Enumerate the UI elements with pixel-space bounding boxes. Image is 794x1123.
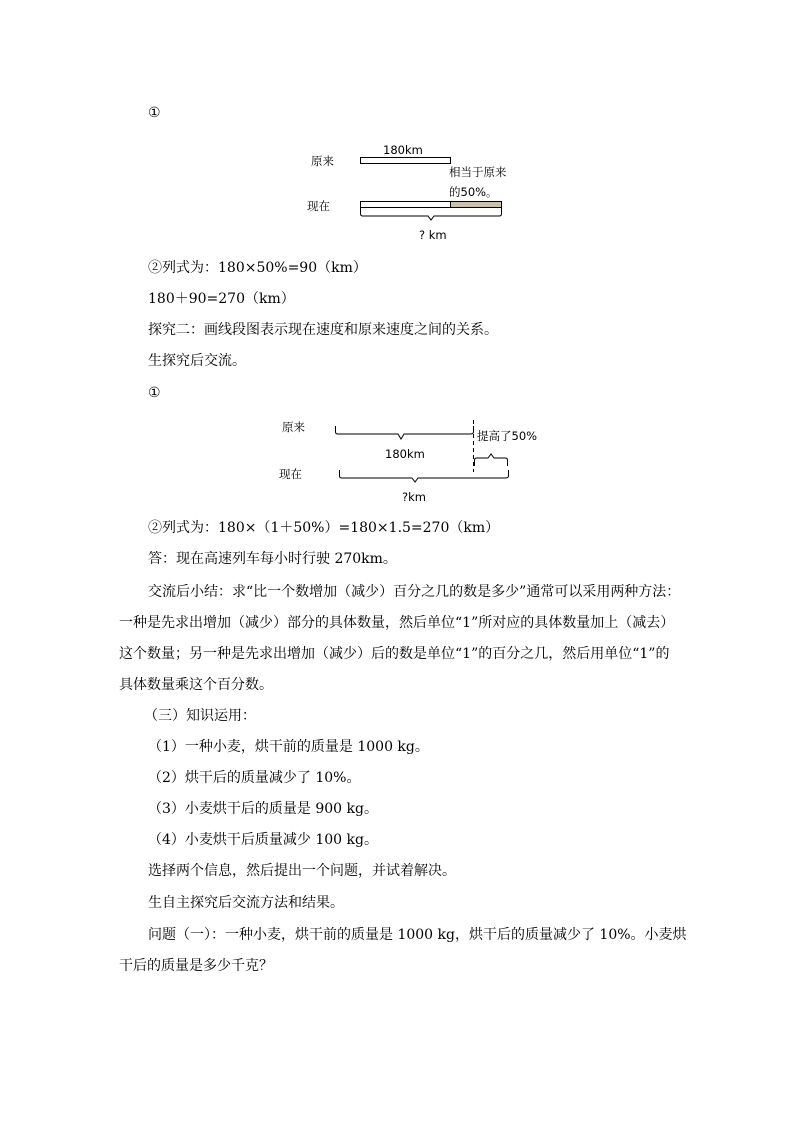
diagram-2-bottom-length: ?km: [402, 490, 426, 504]
formula-1: ②列式为：180×50%=90（km）: [148, 260, 367, 276]
diagram-1-label-now: 现在: [307, 199, 330, 213]
instruction: 选择两个信息，然后提出一个问题，并试着解决。: [148, 863, 456, 879]
info-item-1: （1）一种小麦，烘干前的质量是 1000 kg。: [148, 739, 429, 755]
diagram-1-note-line1: 相当于原来: [449, 165, 507, 179]
application-activity: 生自主探究后交流方法和结果。: [148, 895, 344, 911]
answer: 答：现在高速列车每小时行驶 270km。: [148, 551, 397, 567]
diagram-1-top-length: 180km: [383, 143, 423, 157]
diagram-2-increase-note: 提高了50%: [477, 429, 538, 443]
summary-line-1: 交流后小结：求“比一个数增加（减少）百分之几的数是多少”通常可以采用两种方法：: [148, 584, 681, 600]
diagram-2-top-length: 180km: [385, 447, 425, 461]
diagram-2-label-now: 现在: [279, 467, 302, 481]
summary-line-2: 一种是先求出增加（减少）部分的具体数量，然后单位“1”所对应的具体数量加上（减去）: [119, 615, 675, 631]
question-line-1: 问题（一）：一种小麦，烘干前的质量是 1000 kg，烘干后的质量减少了 10%。小麦烘: [148, 927, 687, 943]
section-2-heading: 探究二：画线段图表示现在速度和原来速度之间的关系。: [148, 322, 498, 338]
info-item-4: （4）小麦烘干后质量减少 100 kg。: [148, 832, 378, 848]
diagram-2-now-brace: [340, 470, 509, 482]
diagram-1-bottom-length: ? km: [419, 228, 447, 242]
info-item-3: （3）小麦烘干后的质量是 900 kg。: [148, 801, 378, 817]
question-line-2: 干后的质量是多少千克？: [119, 958, 273, 974]
diagram-2-original-brace: [336, 426, 474, 439]
diagram-1-note-line2: 的50%。: [449, 185, 498, 199]
application-heading: （三）知识运用：: [144, 708, 256, 724]
section-2-activity: 生探究后交流。: [148, 353, 246, 369]
diagram-1-label-original: 原来: [311, 154, 334, 168]
diagram-2-label-original: 原来: [282, 420, 305, 434]
diagram-2-marker: ①: [148, 385, 161, 401]
diagram-1-marker: ①: [148, 105, 161, 121]
formula-2: 180＋90=270（km）: [148, 291, 295, 307]
summary-line-3: 这个数量；另一种是先求出增加（减少）后的数是单位“1”的百分之几，然后用单位“1”的: [119, 646, 670, 662]
diagram-2-increase-brace: [475, 454, 508, 466]
formula-3: ②列式为：180×（1＋50%）=180×1.5=270（km）: [148, 520, 500, 536]
info-item-2: （2）烘干后的质量减少了 10%。: [148, 770, 361, 786]
summary-line-4: 具体数量乘这个百分数。: [119, 677, 273, 693]
